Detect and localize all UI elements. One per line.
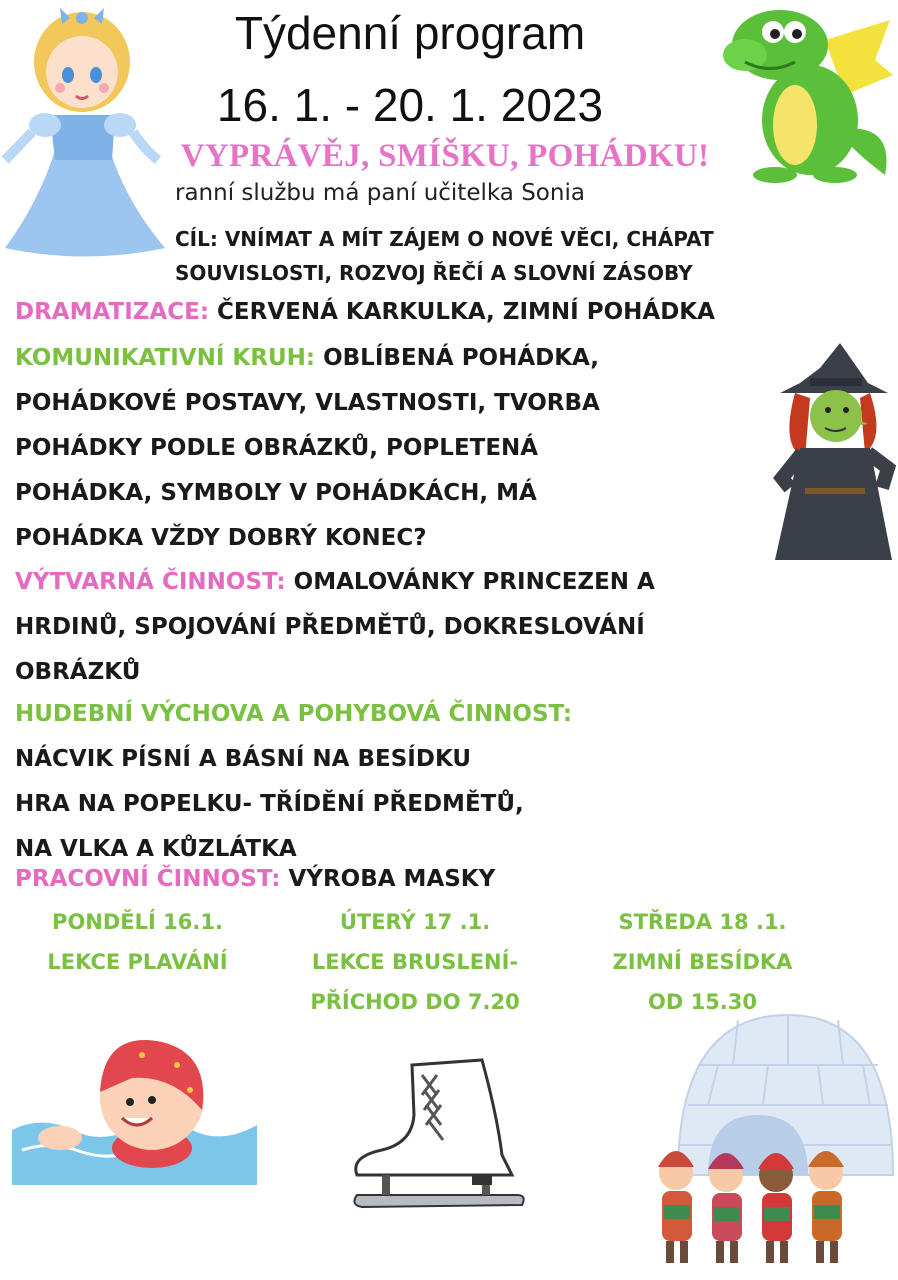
day-event: LEKCE PLAVÁNÍ: [47, 950, 228, 974]
witch-illustration: [770, 338, 898, 566]
dramatization-text: ČERVENÁ KARKULKA, ZIMNÍ POHÁDKA: [217, 299, 715, 325]
communication-line: POHÁDKY PODLE OBRÁZKŮ, POPLETENÁ: [15, 435, 539, 461]
ice-skate-illustration: [342, 1055, 532, 1215]
day-event: PŘÍCHOD DO 7.20: [310, 990, 520, 1014]
communication-line: OBLÍBENÁ POHÁDKA,: [323, 345, 600, 371]
day-name: ÚTERÝ 17 .1.: [339, 910, 491, 934]
music-line: NA VLKA A KŮZLÁTKA: [15, 836, 297, 862]
art-line: OMALOVÁNKY PRINCEZEN A: [293, 569, 655, 595]
work-text: VÝROBA MASKY: [288, 866, 496, 892]
day-column-wednesday: [575, 902, 830, 1022]
music-line: NÁCVIK PÍSNÍ A BÁSNÍ NA BESÍDKU: [15, 746, 472, 772]
day-event: ZIMNÍ BESÍDKA: [612, 950, 793, 974]
music-label: HUDEBNÍ VÝCHOVA A POHYBOVÁ ČINNOST:: [15, 701, 573, 727]
communication-line: POHÁDKA, SYMBOLY V POHÁDKÁCH, MÁ: [15, 480, 537, 506]
music-line: HRA NA POPELKU- TŘÍDĚNÍ PŘEDMĚTŮ,: [15, 791, 524, 817]
goal-text: [175, 222, 865, 290]
goal-line: CÍL: VNÍMAT A MÍT ZÁJEM O NOVÉ VĚCI, CHÁPAT: [175, 227, 714, 251]
communication-label: KOMUNIKATIVNÍ KRUH:: [15, 345, 316, 371]
day-event: OD 15.30: [647, 990, 758, 1014]
communication-line: POHÁDKA VŽDY DOBRÝ KONEC?: [15, 525, 427, 551]
art-label: VÝTVARNÁ ČINNOST:: [15, 569, 286, 595]
day-column-tuesday: [280, 902, 550, 1022]
art-line: HRDINŮ, SPOJOVÁNÍ PŘEDMĚTŮ, DOKRESLOVÁNÍ: [15, 614, 645, 640]
music-section: [15, 692, 885, 872]
communication-line: POHÁDKOVÉ POSTAVY, VLASTNOSTI, TVORBA: [15, 390, 600, 416]
day-name: PONDĚLÍ 16.1.: [52, 910, 223, 934]
theme-heading: VYPRÁVĚJ, SMÍŠKU, POHÁDKU!: [180, 138, 710, 174]
morning-service-note: ranní službu má paní učitelka Sonia: [175, 180, 585, 206]
igloo-carolers-illustration: [648, 1005, 898, 1275]
goal-line: SOUVISLOSTI, ROZVOJ ŘEČÍ A SLOVNÍ ZÁSOBY: [175, 261, 693, 285]
page-title: Týdenní program: [234, 7, 586, 59]
art-line: OBRÁZKŮ: [15, 659, 141, 685]
date-range: 16. 1. - 20. 1. 2023: [216, 79, 604, 131]
day-name: STŘEDA 18 .1.: [618, 910, 787, 934]
dragon-illustration: [715, 0, 898, 190]
dramatization-section: [15, 290, 895, 335]
day-event: LEKCE BRUSLENÍ-: [311, 950, 519, 974]
dramatization-label: DRAMATIZACE:: [15, 299, 210, 325]
day-column-monday: [10, 902, 265, 982]
art-section: [15, 560, 885, 695]
work-label: PRACOVNÍ ČINNOST:: [15, 866, 281, 892]
work-section: [15, 857, 885, 902]
princess-illustration: [0, 0, 170, 262]
communication-section: [15, 336, 775, 561]
swimmer-illustration: [12, 1020, 257, 1190]
